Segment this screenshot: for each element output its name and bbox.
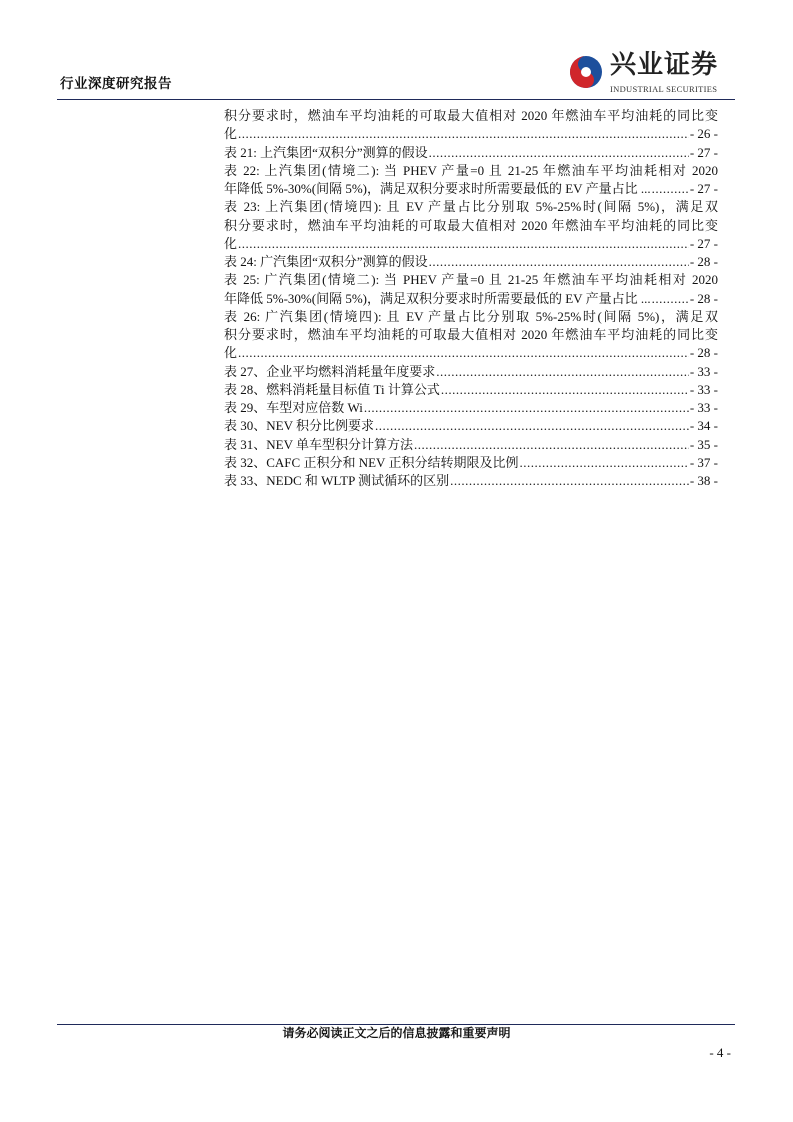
toc-entry-page: - 26 - [689,126,718,142]
logo-swirl-icon [568,52,604,92]
page-number: - 4 - [709,1045,731,1060]
header-divider [57,99,735,100]
report-type-label: 行业深度研究报告 [60,76,172,91]
logo-chinese-name: 兴业证券 [610,50,719,80]
toc-entry-text: 表 23: 上汽集团(情境四): 且 EV 产量占比分别取 5%-25%时(间隔 5%)，满足双 [224,199,718,215]
toc-entry-text: 表 27、企业平均燃料消耗量年度要求 [224,363,436,379]
toc-entry-text: 年降低 5%-30%(间隔 5%)，满足双积分要求时所需要最低的 EV 产量占比 ... [224,181,651,196]
dot-leader [238,344,689,362]
dot-leader [652,290,689,308]
toc-entry-text: 化 [224,345,238,361]
toc-entry-page: - 35 - [689,436,718,452]
dot-leader [429,144,689,162]
toc-entry-text: 积分要求时，燃油车平均油耗的可取最大值相对 2020 年燃油车平均油耗的同比变 [224,108,718,123]
toc-entry[interactable] [224,436,718,454]
toc-entry-text: 表 28、燃料消耗量目标值 Ti 计算公式 [224,381,440,397]
toc-entry-page: - 38 - [689,473,718,488]
toc-entry-text: 表 21: 上汽集团“双积分”测算的假设 [224,144,428,160]
toc-entry-page: - 28 - [689,254,718,269]
toc-entry-page: - 33 - [689,363,718,379]
toc-entry-text: 年降低 5%-30%(间隔 5%)，满足双积分要求时所需要最低的 EV 产量占比 ... [224,290,651,306]
toc-entry-text: 表 32、CAFC 正积分和 NEV 正积分结转期限及比例 [224,454,519,470]
toc-entry[interactable] [224,308,718,363]
toc-entry[interactable] [224,107,718,144]
footer-divider [57,1024,735,1025]
toc-entry-text: 积分要求时，燃油车平均油耗的可取最大值相对 2020 年燃油车平均油耗的同比变 [224,217,718,233]
toc-entry[interactable] [224,381,718,399]
toc-entry-text: 表 30、NEV 积分比例要求 [224,418,374,434]
dot-leader [238,125,689,143]
dot-leader [441,381,689,399]
toc-entry-page: - 27 - [689,144,718,160]
toc-entry-page: - 33 - [689,381,718,397]
toc-entry-text: 化 [224,126,238,142]
company-logo [568,50,738,96]
dot-leader [364,399,689,417]
toc-entry[interactable] [224,363,718,381]
logo-english-name: INDUSTRIAL SECURITIES [610,84,718,94]
table-of-tables [224,107,718,490]
toc-entry-page: - 34 - [689,418,718,434]
dot-leader [429,253,689,271]
dot-leader [450,472,689,490]
toc-entry[interactable] [224,271,718,308]
toc-entry-text: 积分要求时，燃油车平均油耗的可取最大值相对 2020 年燃油车平均油耗的同比变 [224,327,718,342]
toc-entry[interactable] [224,198,718,253]
toc-entry-page: - 27 - [689,235,718,251]
toc-entry[interactable] [224,472,718,490]
toc-entry-page: - 33 - [689,400,718,415]
toc-entry-page: - 28 - [689,345,718,361]
dot-leader [414,436,689,454]
toc-entry-text: 表 29、车型对应倍数 Wi [224,400,363,415]
toc-entry-text: 化 [224,235,238,251]
toc-entry-text: 表 25: 广汽集团(情境二): 当 PHEV 产量=0 且 21-25 年燃油车平均油耗相对 2020 [224,272,718,288]
toc-entry-text: 表 33、NEDC 和 WLTP 测试循环的区别 [224,473,450,488]
toc-entry-page: - 28 - [689,290,718,306]
toc-entry[interactable] [224,253,718,271]
dot-leader [238,235,689,253]
dot-leader [375,417,689,435]
toc-entry[interactable] [224,399,718,417]
toc-entry-text: 表 24: 广汽集团“双积分”测算的假设 [224,254,428,269]
toc-entry-text: 表 26: 广汽集团(情境四): 且 EV 产量占比分别取 5%-25%时(间隔 5%)，满足双 [224,308,718,324]
footer-disclaimer: 请务必阅读正文之后的信息披露和重要声明 [282,1026,511,1040]
toc-entry[interactable] [224,417,718,435]
toc-entry-text: 表 31、NEV 单车型积分计算方法 [224,436,413,452]
dot-leader [519,454,688,472]
dot-leader [436,363,689,381]
toc-entry-text: 表 22: 上汽集团(情境二): 当 PHEV 产量=0 且 21-25 年燃油车平均油耗相对 2020 [224,162,718,178]
dot-leader [652,180,689,198]
toc-entry-page: - 37 - [689,454,718,470]
toc-entry[interactable] [224,162,718,199]
toc-entry[interactable] [224,454,718,472]
toc-entry-page: - 27 - [689,181,718,196]
toc-entry[interactable] [224,144,718,162]
